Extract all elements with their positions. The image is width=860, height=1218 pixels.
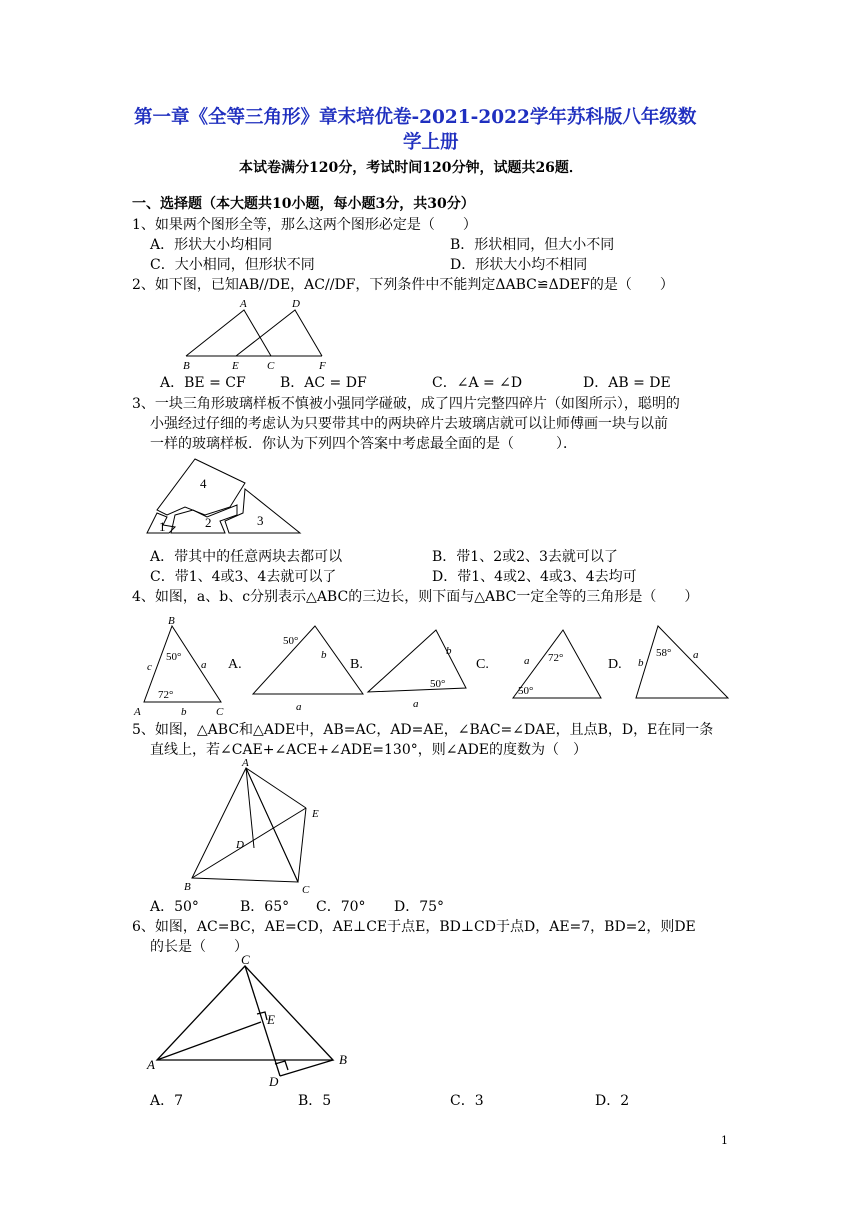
q6-option-d[interactable]: D．2 (595, 1093, 630, 1109)
q4-c-angle-50: 50° (518, 685, 534, 697)
q2-option-b[interactable]: B．AC = DF (280, 375, 367, 391)
q6-label-b: B (339, 1052, 347, 1067)
q4-b-side-b: b (446, 645, 452, 657)
q6-option-b[interactable]: B．5 (298, 1093, 332, 1109)
q6-stem-line1: 6、如图，AC=BC，AE=CD，AE⊥CE于点E，BD⊥CD于点D，AE=7，BD=2，则DE (132, 919, 696, 935)
q4-stem: 4、如图，a、b、c分别表示△ABC的三边长，则下面与△ABC一定全等的三角形是（ ） (132, 589, 699, 605)
q4-b-angle: 50° (430, 678, 446, 690)
q4-orig-side-c: c (147, 661, 152, 673)
q4-d-side-a: a (693, 649, 699, 661)
q4-option-b[interactable]: B. (350, 657, 363, 672)
q4-a-side-b: b (321, 649, 327, 661)
q5-label-c: C (302, 884, 310, 896)
q5-stem-line1: 5、如图，△ABC和△ADE中，AB=AC，AD=AE，∠BAC=∠DAE，且点B，D，E在同一条 (132, 722, 714, 738)
q5-label-d: D (236, 839, 244, 851)
q4-c-angle-72: 72° (548, 652, 564, 664)
q4-figures (128, 612, 738, 720)
q3-stem-line3: 一样的玻璃样板．你认为下列四个答案中考虑最全面的是（ ）． (150, 436, 577, 452)
q2-label-d: D (292, 298, 300, 310)
q4-option-c[interactable]: C. (476, 657, 489, 672)
q4-a-angle: 50° (283, 635, 299, 647)
q3-option-a[interactable]: A．带其中的任意两块去都可以 (150, 549, 343, 565)
section-heading: 一、选择题（本大题共10小题，每小题3分，共30分） (132, 196, 475, 212)
q4-orig-label-c: C (216, 706, 224, 718)
q3-stem-line1: 3、一块三角形玻璃样板不慎被小强同学碰破，成了四片完整四碎片（如图所示），聪明的 (132, 396, 680, 412)
q6-option-a[interactable]: A．7 (150, 1093, 184, 1109)
q2-label-f: F (319, 360, 326, 372)
q4-d-angle: 58° (656, 647, 672, 659)
q4-option-a[interactable]: A. (228, 657, 242, 672)
q1-option-d[interactable]: D．形状大小均不相同 (450, 257, 588, 273)
q2-option-a[interactable]: A．BE = CF (160, 375, 246, 391)
q1-option-c[interactable]: C．大小相同，但形状不同 (150, 257, 315, 273)
page-title: 第一章《全等三角形》章末培优卷-2021-2022学年苏科版八年级数 (134, 107, 697, 128)
q6-label-c: C (241, 952, 250, 967)
q6-stem-line2: 的长是（ ） (150, 939, 248, 955)
q4-option-d[interactable]: D. (608, 657, 622, 672)
q5-label-e: E (312, 808, 319, 820)
q5-option-a[interactable]: A．50° (150, 899, 199, 915)
q4-orig-angle-a: 72° (158, 689, 174, 701)
q5-label-b: B (184, 881, 191, 893)
q3-stem-line2: 小强经过仔细的考虑认为只要带其中的两块碎片去玻璃店就可以让师傅画一块与以前 (150, 416, 668, 432)
q3-label-1: 1 (159, 519, 166, 534)
q2-label-e: E (232, 360, 239, 372)
q3-label-3: 3 (257, 513, 264, 528)
q4-orig-side-a: a (201, 659, 207, 671)
q6-option-c[interactable]: C．3 (450, 1093, 484, 1109)
q2-label-c: C (267, 360, 275, 372)
q2-label-b: B (183, 360, 190, 372)
q3-option-c[interactable]: C．带1、4或3、4去就可以了 (150, 569, 337, 585)
q3-label-2: 2 (205, 515, 212, 530)
q2-label-a: A (240, 298, 247, 310)
q4-d-side-b: b (638, 657, 644, 669)
q2-figure (180, 298, 340, 374)
q5-option-c[interactable]: C．70° (316, 899, 366, 915)
q4-orig-label-b: B (168, 615, 175, 627)
q4-orig-side-b: b (181, 706, 187, 718)
q1-stem: 1、如果两个图形全等，那么这两个图形必定是（ ） (132, 217, 477, 233)
q4-c-side-a: a (524, 655, 530, 667)
q6-figure (145, 952, 360, 1087)
q5-option-d[interactable]: D．75° (394, 899, 445, 915)
q4-a-side-a: a (296, 701, 302, 713)
exam-info: 本试卷满分120分，考试时间120分钟，试题共26题． (239, 160, 583, 176)
q2-option-d[interactable]: D．AB = DE (583, 375, 671, 391)
q1-option-a[interactable]: A．形状大小均相同 (150, 237, 273, 253)
q2-stem: 2、如下图，已知AB//DE，AC//DF，下列条件中不能判定ΔABC≌ΔDEF的是（ ） (132, 277, 674, 293)
page-number: 1 (721, 1134, 728, 1147)
page-title-continued: 学上册 (403, 132, 459, 153)
q5-stem-line2: 直线上，若∠CAE+∠ACE+∠ADE=130°，则∠ADE的度数为（ ） (150, 742, 588, 758)
q5-option-b[interactable]: B．65° (240, 899, 290, 915)
q4-b-side-a: a (413, 698, 419, 710)
q3-option-b[interactable]: B．带1、2或2、3去就可以了 (432, 549, 618, 565)
q1-option-b[interactable]: B．形状相同，但大小不同 (450, 237, 615, 253)
q3-label-4: 4 (200, 476, 207, 491)
q3-figure (145, 455, 305, 537)
q6-label-e: E (267, 1012, 275, 1027)
q2-option-c[interactable]: C．∠A = ∠D (432, 375, 523, 391)
q6-label-a: A (147, 1057, 155, 1072)
q4-orig-angle-b: 50° (166, 651, 182, 663)
q3-option-d[interactable]: D．带1、4或2、4或3、4去均可 (432, 569, 637, 585)
q6-label-d: D (269, 1074, 279, 1089)
q5-label-a: A (242, 757, 249, 769)
q5-figure (178, 757, 328, 896)
q4-orig-label-a: A (134, 706, 141, 718)
